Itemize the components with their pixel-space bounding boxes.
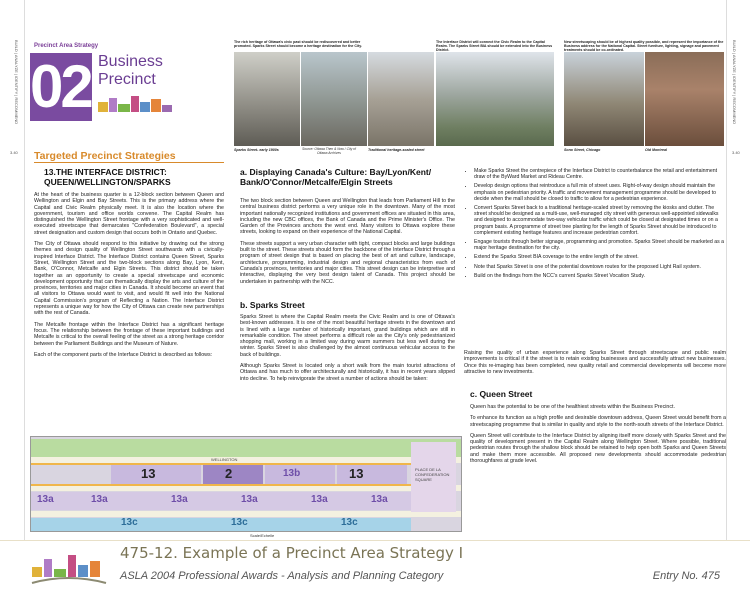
entry-number: Entry No. 475 <box>652 570 720 582</box>
photo-label-3: Sono Street, Chicago <box>564 148 601 152</box>
map-label: 13a <box>91 494 108 505</box>
map-block <box>31 492 411 510</box>
precinct-logo-graphic <box>98 96 174 120</box>
list-item: • Convert Sparks Street back to a traditional heritage-scaled street by removing the kiosks and clutter. The street should be designed as a multi-use, well-managed city street with generous well-appointed sidewalks and designed to accommodate two-way vehicular traffic which could be closed at designated times or on a program basis. A programme of street tree planting for the length of Sparks Street should be introduced to complement existing heritage features and increase pedestrian comfort. <box>474 205 726 236</box>
section-title: Targeted Precinct Strategies <box>34 150 176 162</box>
list-item: • Engage tourists through better signage, programming and promotion. Sparks Street should be marketed as a major heritage destination for the city. <box>474 239 726 251</box>
precinct-strategy-label: Precinct Area Strategy <box>34 43 99 49</box>
left-margin-line <box>24 0 25 540</box>
map-square-label: PLACE DE LA CONFEDERATION SQUARE <box>415 467 450 482</box>
sparks-street-text: Sparks Street is where the Capital Realm meets the Civic Realm and is one of Ottawa's best-known addresses. It is one of the most beautiful heritage streets in the downtown and is lined with a large number of historically important, grand buildings which are still in remarkable condition. The street performs a difficult role as the City's only pedestrianized shopping mall, working in a limited way during warm summers but less well during the winter. Sparks Street is also challenged by the almost continuous vehicular access to the back of buildings. Although Sparks Street is located only a short walk from the main tourist attractions of Ottawa and has much to offer architecturally and historically, it has in recent years slipped into decline. To help reinvigorate the street a number of actions should be taken: <box>240 314 455 382</box>
queen-street-text: Queen has the potential to be one of the healthiest streets within the Business Precinct. To enhance its function as a high profile and desirable downtown address, Queen Street would benefit from a streetscaping programme that is similar in quality and style to the north-south streets of the Interface District. Queen Street will contribute to the Interface District by aligning itself more closely with Sparks Street and the quality of development present in the Capital Realm along Wellington Street. Where possible, traditional pedestrian routes through the shallow block should be retained to help open both Sparks and Queen Streets and make them more accessible. All proposed new developments should accommodate pedestrian thoroughfares at grade level. <box>470 404 726 465</box>
left-page-number: 3.40 <box>10 150 18 155</box>
map-scale: Scale/Echelle <box>250 533 275 538</box>
heritage-street-photo <box>301 52 367 146</box>
list-item: • Develop design options that reintroduce a full mix of street uses. Right-of-way design should maintain the emphasis on pedestrian priority. A traffic and movement management programme should be developed to decide when the mall should be closed to traffic to allow for a pedestrian experience. <box>474 183 726 202</box>
precinct-number: 02 <box>30 53 91 120</box>
map-parliament-green <box>31 439 461 457</box>
heritage-building-photo <box>368 52 434 146</box>
list-item: • Extend the Sparks Street BIA coverage to the entire length of the street. <box>474 254 726 260</box>
map-street-label: WELLINGTON <box>211 457 238 462</box>
map-label: 13b <box>283 468 301 479</box>
map-block <box>111 464 201 484</box>
sparks-closing-text: Raising the quality of urban experience along Sparks Street through streetscape and public realm improvements is critical if it the street is to retain existing businesses and successfully attract new businesses. Once this re-imaging has been completed, new quality retail and commercial developments will become more attractive to new investments. <box>464 350 726 375</box>
map-label: 13a <box>241 494 258 505</box>
map-label: 13c <box>231 517 248 528</box>
asla-logo-icon <box>28 547 110 595</box>
photo-strip <box>234 40 724 158</box>
map-label: 13a <box>37 494 54 505</box>
map-label: 13c <box>121 517 138 528</box>
photo-label-2: Traditional heritage-scaled street <box>368 148 425 152</box>
sparks-street-heading: b. Sparks Street <box>240 300 305 310</box>
photo-label-4: Old Montreal <box>645 148 667 152</box>
interface-district-text: At the heart of the business quarter is a 12-block section between Queen and Wellington and Elgin and Bay Streets. This is the primary address where the Capital and Civic Realm physically meet. It is also the location where the government, tourism and office worlds convene. The Capital Realm has distinguished the Wellington Street frontage with a very sophisticated and well-executed streetscape that demarcates "Confederation Boulevard", a special street designation and custom design that occurs both in Ontario and Quebec. The City of Ottawa should respond to this initiative by drawing out the strong themes and design quality of Wellington Street southwards with a civically-inspired Interface District. The Interface District contains Queen Street, Sparks Street, Wellington Street and the two-block sections along Bay, Lyon, Kent, Bank, O'Connor, Metcalfe and Elgin Streets. This district should be taken together as an opportunity to create a special streetscape and economic development opportunity that can thematically display the arts and culture of the provinces, territories and major cities in Canada. It should become an event that all visitors to Ottawa would want to visit, and would fit well into the National Capital Commission's program of Reflecting a Nation. The Interface District represents a unique way for how the City of Ottawa can create new partnerships with the rest of Canada. The Metcalfe frontage within the Interface District has a significant heritage focus. The relationship between the frontage of these important buildings and Metcalfe is critical to the overall feeling of the street as a strong heritage corridor between the Parliament Buildings and the Museum of Nature. Each of the component parts of the Interface District is described as follows: <box>34 192 224 358</box>
map-label: 2 <box>225 466 233 481</box>
map-label: 13 <box>141 466 156 481</box>
interface-district-heading: 13.THE INTERFACE DISTRICT: QUEEN/WELLINGTON/SPARKS <box>44 167 171 187</box>
historic-street-photo <box>234 52 300 146</box>
photo-source: Source: Ottawa Then & Now / City of Ottawa Archives <box>302 147 356 155</box>
map-label: 13c <box>341 517 358 528</box>
map-label: 13a <box>371 494 388 505</box>
list-item: • Make Sparks Street the centrepiece of the Interface District to counterbalance the retail and entertainment draw of the ByWard Market and Rideau Centre. <box>474 168 726 180</box>
precinct-title: Business Precinct <box>98 53 163 88</box>
left-side-nav: BUILD | ANALYZE | IDENTIFY | RECOMMEND <box>14 40 19 125</box>
right-margin-line <box>726 0 727 540</box>
right-page-number: 3.40 <box>732 150 740 155</box>
sparks-actions-list <box>464 168 726 282</box>
title-rule <box>34 162 224 163</box>
interface-district-map <box>30 436 462 532</box>
map-label: 13a <box>311 494 328 505</box>
footer-title: 475-12. Example of a Precinct Area Strategy I <box>120 544 464 562</box>
map-block <box>203 464 263 484</box>
photo-label-1: Sparks Street- early 1900s <box>234 148 279 152</box>
map-block <box>337 464 407 484</box>
map-street-edge <box>31 484 411 486</box>
displaying-culture-heading: a. Displaying Canada's Culture: Bay/Lyon/Kent/ Bank/O'Connor/Metcalfe/Elgin Streets <box>240 167 432 187</box>
photo-caption-1: The rich heritage of Ottawa's civic past should be rediscovered and better promoted. Sparks Street should become a heritage destination for the City. <box>234 40 362 48</box>
list-item: • Note that Sparks Street is one of the potential downtown routes for the proposed Light Rail system. <box>474 264 726 270</box>
interface-rendering-photo <box>436 52 554 146</box>
queen-street-heading: c. Queen Street <box>470 389 533 399</box>
footer-subtitle: ASLA 2004 Professional Awards - Analysis and Planning Category <box>120 570 444 582</box>
old-montreal-photo <box>645 52 724 146</box>
map-label: 13 <box>349 466 364 481</box>
map-street-edge <box>31 463 411 465</box>
list-item: • Build on the findings from the NCC's current Sparks Street Vocation Study. <box>474 273 726 279</box>
map-label: 13a <box>171 494 188 505</box>
photo-caption-3: New streetscaping should be of highest quality possible, and represent the importance of the Business address for the National Capital. Street furniture, lighting, signage and pavement treatments should be co-ordinated. <box>564 40 724 52</box>
photo-caption-2: The Interface District will connect the Civic Realm to the Capital Realm. The Sparks Street BIA should be extended into the Business District. <box>436 40 553 52</box>
chicago-street-photo <box>564 52 644 146</box>
right-side-nav: BUILD | ANALYZE | IDENTIFY | RECOMMEND <box>732 40 737 125</box>
displaying-culture-text: The two block section between Queen and Wellington that leads from Parliament Hill to the central business district performs a very unique role in the downtown. Many of the most important nationally recognized institutions and government offices are situated in this area, including the new CBC offices, the Bank of Canada and the Prime Minister's Office. The Garden of the Provinces anchors the west end. Many visitors to Ottawa explore these streets, looking to expand on their experience of the National Capital. These streets support a very urban character with tight, compact blocks and large buildings built to the street. These streets should form the backbone of the Interface District through a program of street design that is based on placing the best of art and culture, landscape, architecture, programming, industrial design and regional characteristics from each of Canada's provinces, territories and major cities. This street design can be interpretive and interactive, displaying the very best design talent of Canada. This project should be undertaken in partnership with the NCC. <box>240 198 455 285</box>
